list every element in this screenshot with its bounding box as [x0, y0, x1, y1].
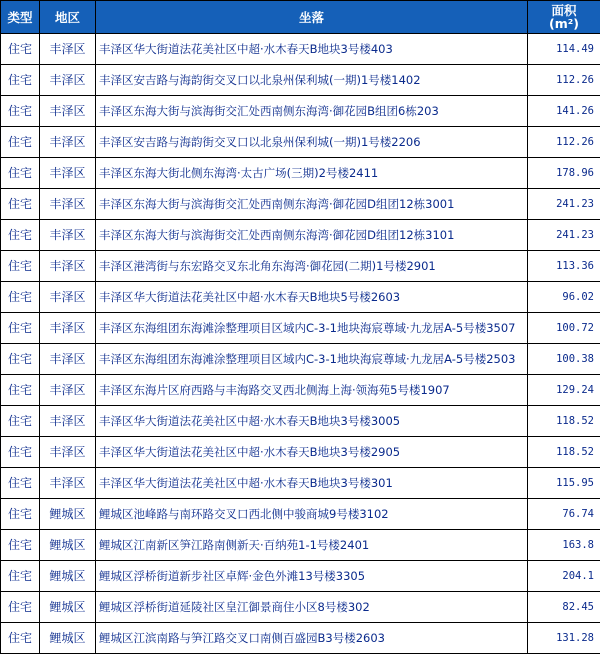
cell-region: 鲤城区 [40, 623, 96, 654]
cell-type: 住宅 [1, 220, 40, 251]
cell-location: 丰泽区安吉路与海韵街交叉口以北泉州保利城(一期)1号楼1402 [96, 65, 528, 96]
table-row [1, 344, 600, 375]
cell-region: 丰泽区 [40, 282, 96, 313]
header-area-label: 面积 [551, 3, 577, 18]
table-row [1, 313, 600, 344]
cell-type: 住宅 [1, 530, 40, 561]
table-row [1, 251, 600, 282]
cell-region: 丰泽区 [40, 344, 96, 375]
cell-region: 丰泽区 [40, 437, 96, 468]
cell-area: 118.52 [528, 437, 600, 468]
cell-region: 丰泽区 [40, 251, 96, 282]
table-row [1, 468, 600, 499]
cell-region: 丰泽区 [40, 406, 96, 437]
table-row [1, 34, 600, 65]
cell-location: 丰泽区华大街道法花美社区中超·水木春天B地块5号楼2603 [96, 282, 528, 313]
cell-region: 丰泽区 [40, 127, 96, 158]
cell-type: 住宅 [1, 623, 40, 654]
cell-area: 141.26 [528, 96, 600, 127]
header-region: 地区 [40, 1, 96, 34]
cell-area: 112.26 [528, 65, 600, 96]
cell-type: 住宅 [1, 158, 40, 189]
table-row [1, 561, 600, 592]
table-row [1, 406, 600, 437]
cell-area: 112.26 [528, 127, 600, 158]
cell-region: 鲤城区 [40, 499, 96, 530]
cell-region: 鲤城区 [40, 561, 96, 592]
cell-location: 鲤城区浮桥街道延陵社区皇江御景商住小区8号楼302 [96, 592, 528, 623]
table-row [1, 96, 600, 127]
table-row [1, 220, 600, 251]
cell-area: 76.74 [528, 499, 600, 530]
table-row [1, 158, 600, 189]
header-type: 类型 [1, 1, 40, 34]
table-header-row [1, 1, 600, 34]
table-body [1, 34, 600, 654]
cell-location: 丰泽区安吉路与海韵街交叉口以北泉州保利城(一期)1号楼2206 [96, 127, 528, 158]
cell-type: 住宅 [1, 313, 40, 344]
cell-region: 丰泽区 [40, 468, 96, 499]
table-row [1, 437, 600, 468]
cell-region: 丰泽区 [40, 34, 96, 65]
cell-region: 鲤城区 [40, 592, 96, 623]
cell-area: 118.52 [528, 406, 600, 437]
cell-type: 住宅 [1, 127, 40, 158]
cell-location: 丰泽区华大街道法花美社区中超·水木春天B地块3号楼3005 [96, 406, 528, 437]
cell-type: 住宅 [1, 499, 40, 530]
cell-location: 鲤城区江滨南路与笋江路交叉口南侧百盛园B3号楼2603 [96, 623, 528, 654]
cell-type: 住宅 [1, 561, 40, 592]
cell-area: 100.72 [528, 313, 600, 344]
cell-type: 住宅 [1, 437, 40, 468]
cell-area: 115.95 [528, 468, 600, 499]
cell-region: 丰泽区 [40, 313, 96, 344]
cell-type: 住宅 [1, 468, 40, 499]
table-row [1, 127, 600, 158]
cell-type: 住宅 [1, 282, 40, 313]
cell-area: 113.36 [528, 251, 600, 282]
cell-location: 鲤城区浮桥街道新步社区卓辉·金色外滩13号楼3305 [96, 561, 528, 592]
cell-area: 204.1 [528, 561, 600, 592]
cell-area: 114.49 [528, 34, 600, 65]
cell-region: 丰泽区 [40, 96, 96, 127]
cell-area: 129.24 [528, 375, 600, 406]
cell-location: 鲤城区江南新区笋江路南侧新天·百纳苑1-1号楼2401 [96, 530, 528, 561]
table-row [1, 499, 600, 530]
cell-type: 住宅 [1, 65, 40, 96]
table-row [1, 592, 600, 623]
cell-region: 鲤城区 [40, 530, 96, 561]
cell-type: 住宅 [1, 251, 40, 282]
cell-area: 96.02 [528, 282, 600, 313]
cell-location: 丰泽区东海大街与滨海街交汇处西南侧东海湾·御花园B组团6栋203 [96, 96, 528, 127]
cell-region: 丰泽区 [40, 158, 96, 189]
cell-location: 丰泽区东海片区府西路与丰海路交叉西北侧海上海·领海苑5号楼1907 [96, 375, 528, 406]
cell-area: 178.96 [528, 158, 600, 189]
cell-location: 丰泽区华大街道法花美社区中超·水木春天B地块3号楼2905 [96, 437, 528, 468]
cell-location: 丰泽区华大街道法花美社区中超·水木春天B地块3号楼301 [96, 468, 528, 499]
cell-type: 住宅 [1, 189, 40, 220]
cell-location: 丰泽区东海大街北侧东海湾·太古广场(三期)2号楼2411 [96, 158, 528, 189]
cell-type: 住宅 [1, 344, 40, 375]
cell-type: 住宅 [1, 34, 40, 65]
table-row [1, 623, 600, 654]
cell-location: 丰泽区东海组团东海滩涂整理项目区域内C-3-1地块海宸尊域·九龙居A-5号楼2503 [96, 344, 528, 375]
cell-area: 100.38 [528, 344, 600, 375]
cell-type: 住宅 [1, 592, 40, 623]
cell-area: 82.45 [528, 592, 600, 623]
cell-region: 丰泽区 [40, 65, 96, 96]
table-row [1, 65, 600, 96]
table-row [1, 189, 600, 220]
table-row [1, 530, 600, 561]
table-row [1, 375, 600, 406]
cell-location: 丰泽区东海大街与滨海街交汇处西南侧东海湾·御花园D组团12栋3101 [96, 220, 528, 251]
cell-area: 241.23 [528, 220, 600, 251]
cell-region: 丰泽区 [40, 189, 96, 220]
cell-area: 241.23 [528, 189, 600, 220]
cell-region: 丰泽区 [40, 220, 96, 251]
cell-location: 丰泽区东海大街与滨海街交汇处西南侧东海湾·御花园D组团12栋3001 [96, 189, 528, 220]
header-location: 坐落 [96, 1, 528, 34]
cell-location: 丰泽区东海组团东海滩涂整理项目区域内C-3-1地块海宸尊域·九龙居A-5号楼3507 [96, 313, 528, 344]
cell-type: 住宅 [1, 375, 40, 406]
cell-region: 丰泽区 [40, 375, 96, 406]
cell-area: 131.28 [528, 623, 600, 654]
cell-location: 丰泽区华大街道法花美社区中超·水木春天B地块3号楼403 [96, 34, 528, 65]
header-area [528, 1, 600, 34]
cell-area: 163.8 [528, 530, 600, 561]
cell-location: 丰泽区港湾街与东宏路交叉东北角东海湾·御花园(二期)1号楼2901 [96, 251, 528, 282]
cell-type: 住宅 [1, 406, 40, 437]
header-area-unit: (m²) [549, 16, 579, 31]
cell-location: 鲤城区池峰路与南环路交叉口西北侧中骏商城9号楼3102 [96, 499, 528, 530]
cell-type: 住宅 [1, 96, 40, 127]
table-row [1, 282, 600, 313]
